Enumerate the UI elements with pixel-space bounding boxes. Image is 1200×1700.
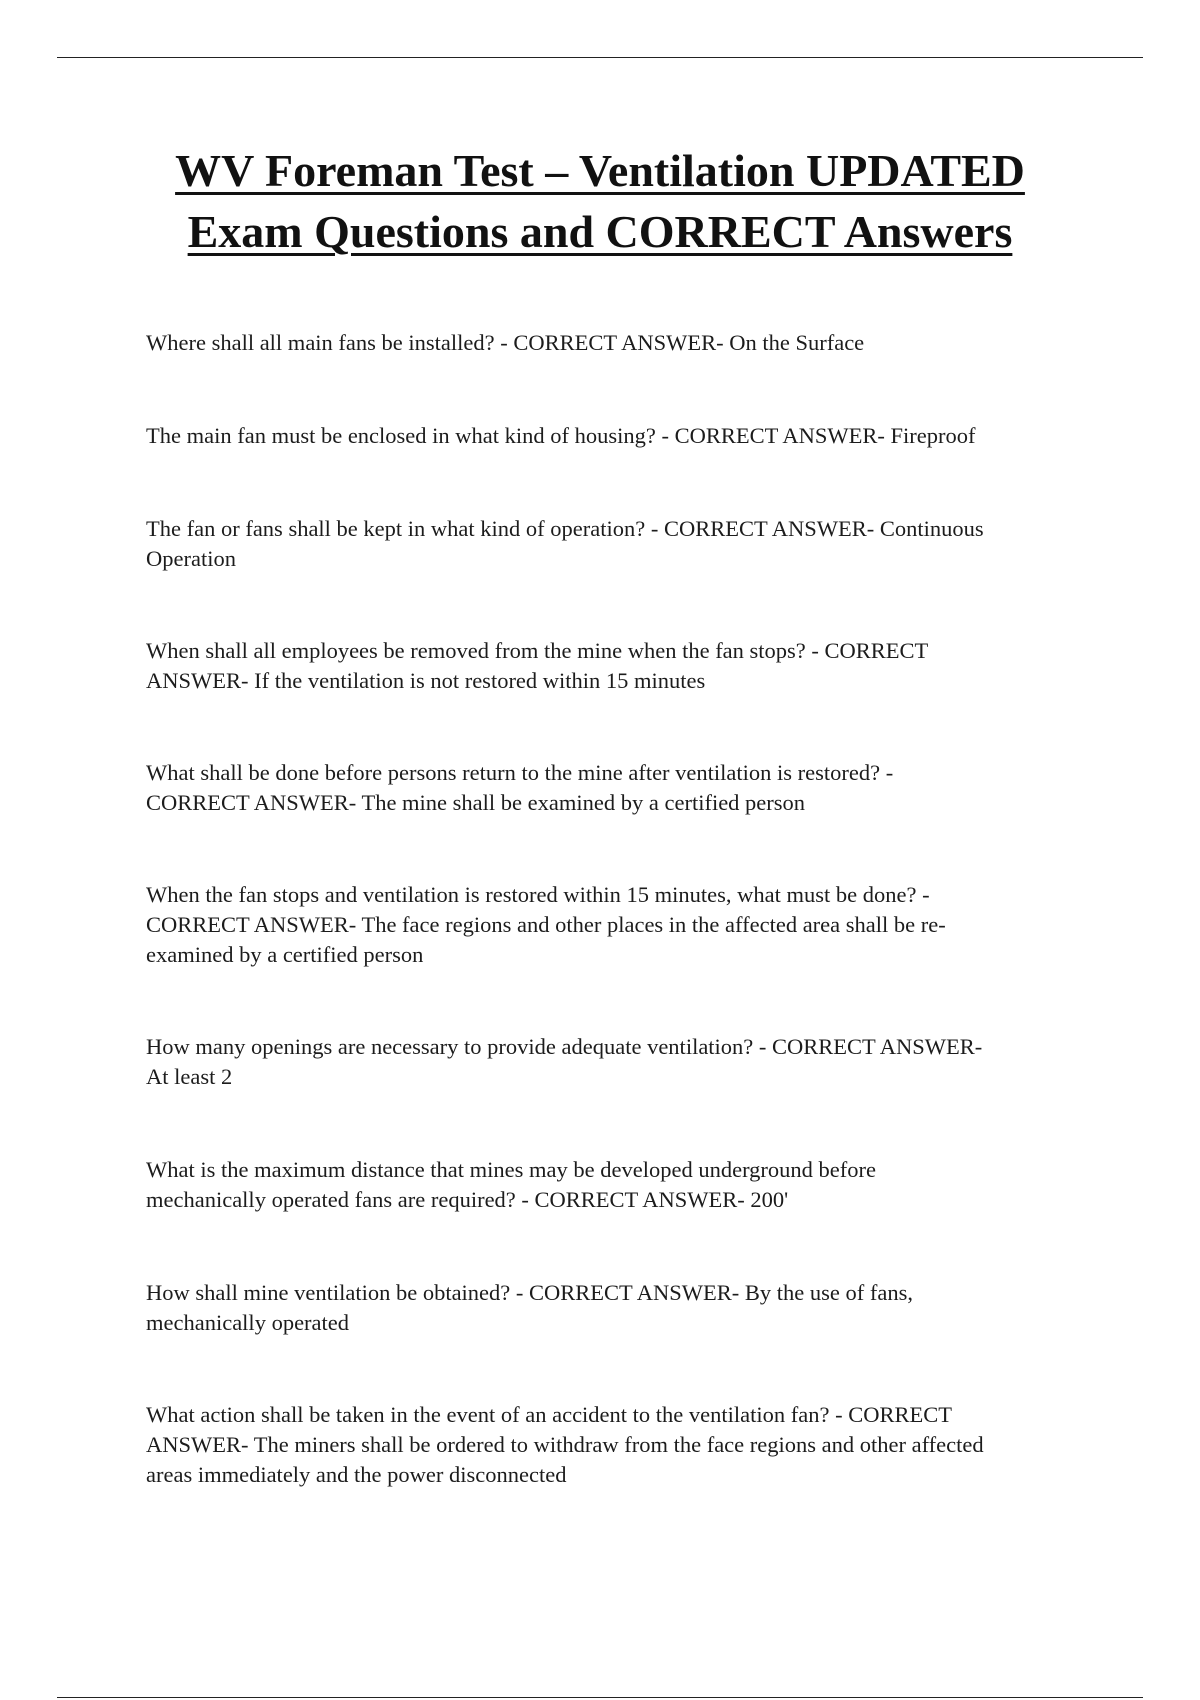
qa-line: CORRECT ANSWER- The mine shall be examined by a certified person	[146, 790, 806, 815]
qa-line: Where shall all main fans be installed? - CORRECT ANSWER- On the Surface	[146, 330, 865, 355]
qa-line: The fan or fans shall be kept in what kind of operation? - CORRECT ANSWER- Continuous	[146, 516, 984, 541]
qa-line: The main fan must be enclosed in what kind of housing? - CORRECT ANSWER- Fireproof	[146, 423, 976, 448]
qa-item	[146, 1032, 1066, 1092]
qa-line: At least 2	[146, 1064, 233, 1089]
title-line: Exam Questions and CORRECT Answers	[187, 206, 1013, 257]
qa-line: mechanically operated	[146, 1310, 350, 1335]
qa-line: What action shall be taken in the event of an accident to the ventilation fan? - CORRECT	[146, 1402, 952, 1427]
footer-rule	[57, 1697, 1143, 1698]
qa-line: Operation	[146, 546, 236, 571]
qa-item	[146, 421, 1066, 451]
qa-line: CORRECT ANSWER- The face regions and other places in the affected area shall be re-	[146, 912, 946, 937]
qa-item	[146, 1400, 1066, 1490]
qa-item	[146, 636, 1066, 696]
qa-item	[146, 758, 1066, 818]
qa-item	[146, 880, 1066, 970]
qa-line: How many openings are necessary to provide adequate ventilation? - CORRECT ANSWER-	[146, 1034, 983, 1059]
qa-line: areas immediately and the power disconnected	[146, 1462, 567, 1487]
qa-line: ANSWER- If the ventilation is not restored within 15 minutes	[146, 668, 706, 693]
qa-item	[146, 1278, 1066, 1338]
title-line: WV Foreman Test – Ventilation UPDATED	[175, 145, 1025, 196]
qa-line: When shall all employees be removed from the mine when the fan stops? - CORRECT	[146, 638, 929, 663]
qa-line: mechanically operated fans are required? - CORRECT ANSWER- 200'	[146, 1187, 789, 1212]
qa-line: When the fan stops and ventilation is restored within 15 minutes, what must be done? -	[146, 882, 930, 907]
qa-item	[146, 328, 1066, 358]
qa-line: What shall be done before persons return to the mine after ventilation is restored? -	[146, 760, 894, 785]
qa-item	[146, 514, 1066, 574]
qa-line: How shall mine ventilation be obtained? - CORRECT ANSWER- By the use of fans,	[146, 1280, 913, 1305]
qa-line: ANSWER- The miners shall be ordered to withdraw from the face regions and other affected	[146, 1432, 984, 1457]
qa-item	[146, 1155, 1066, 1215]
qa-line: examined by a certified person	[146, 942, 424, 967]
qa-line: What is the maximum distance that mines may be developed underground before	[146, 1157, 876, 1182]
